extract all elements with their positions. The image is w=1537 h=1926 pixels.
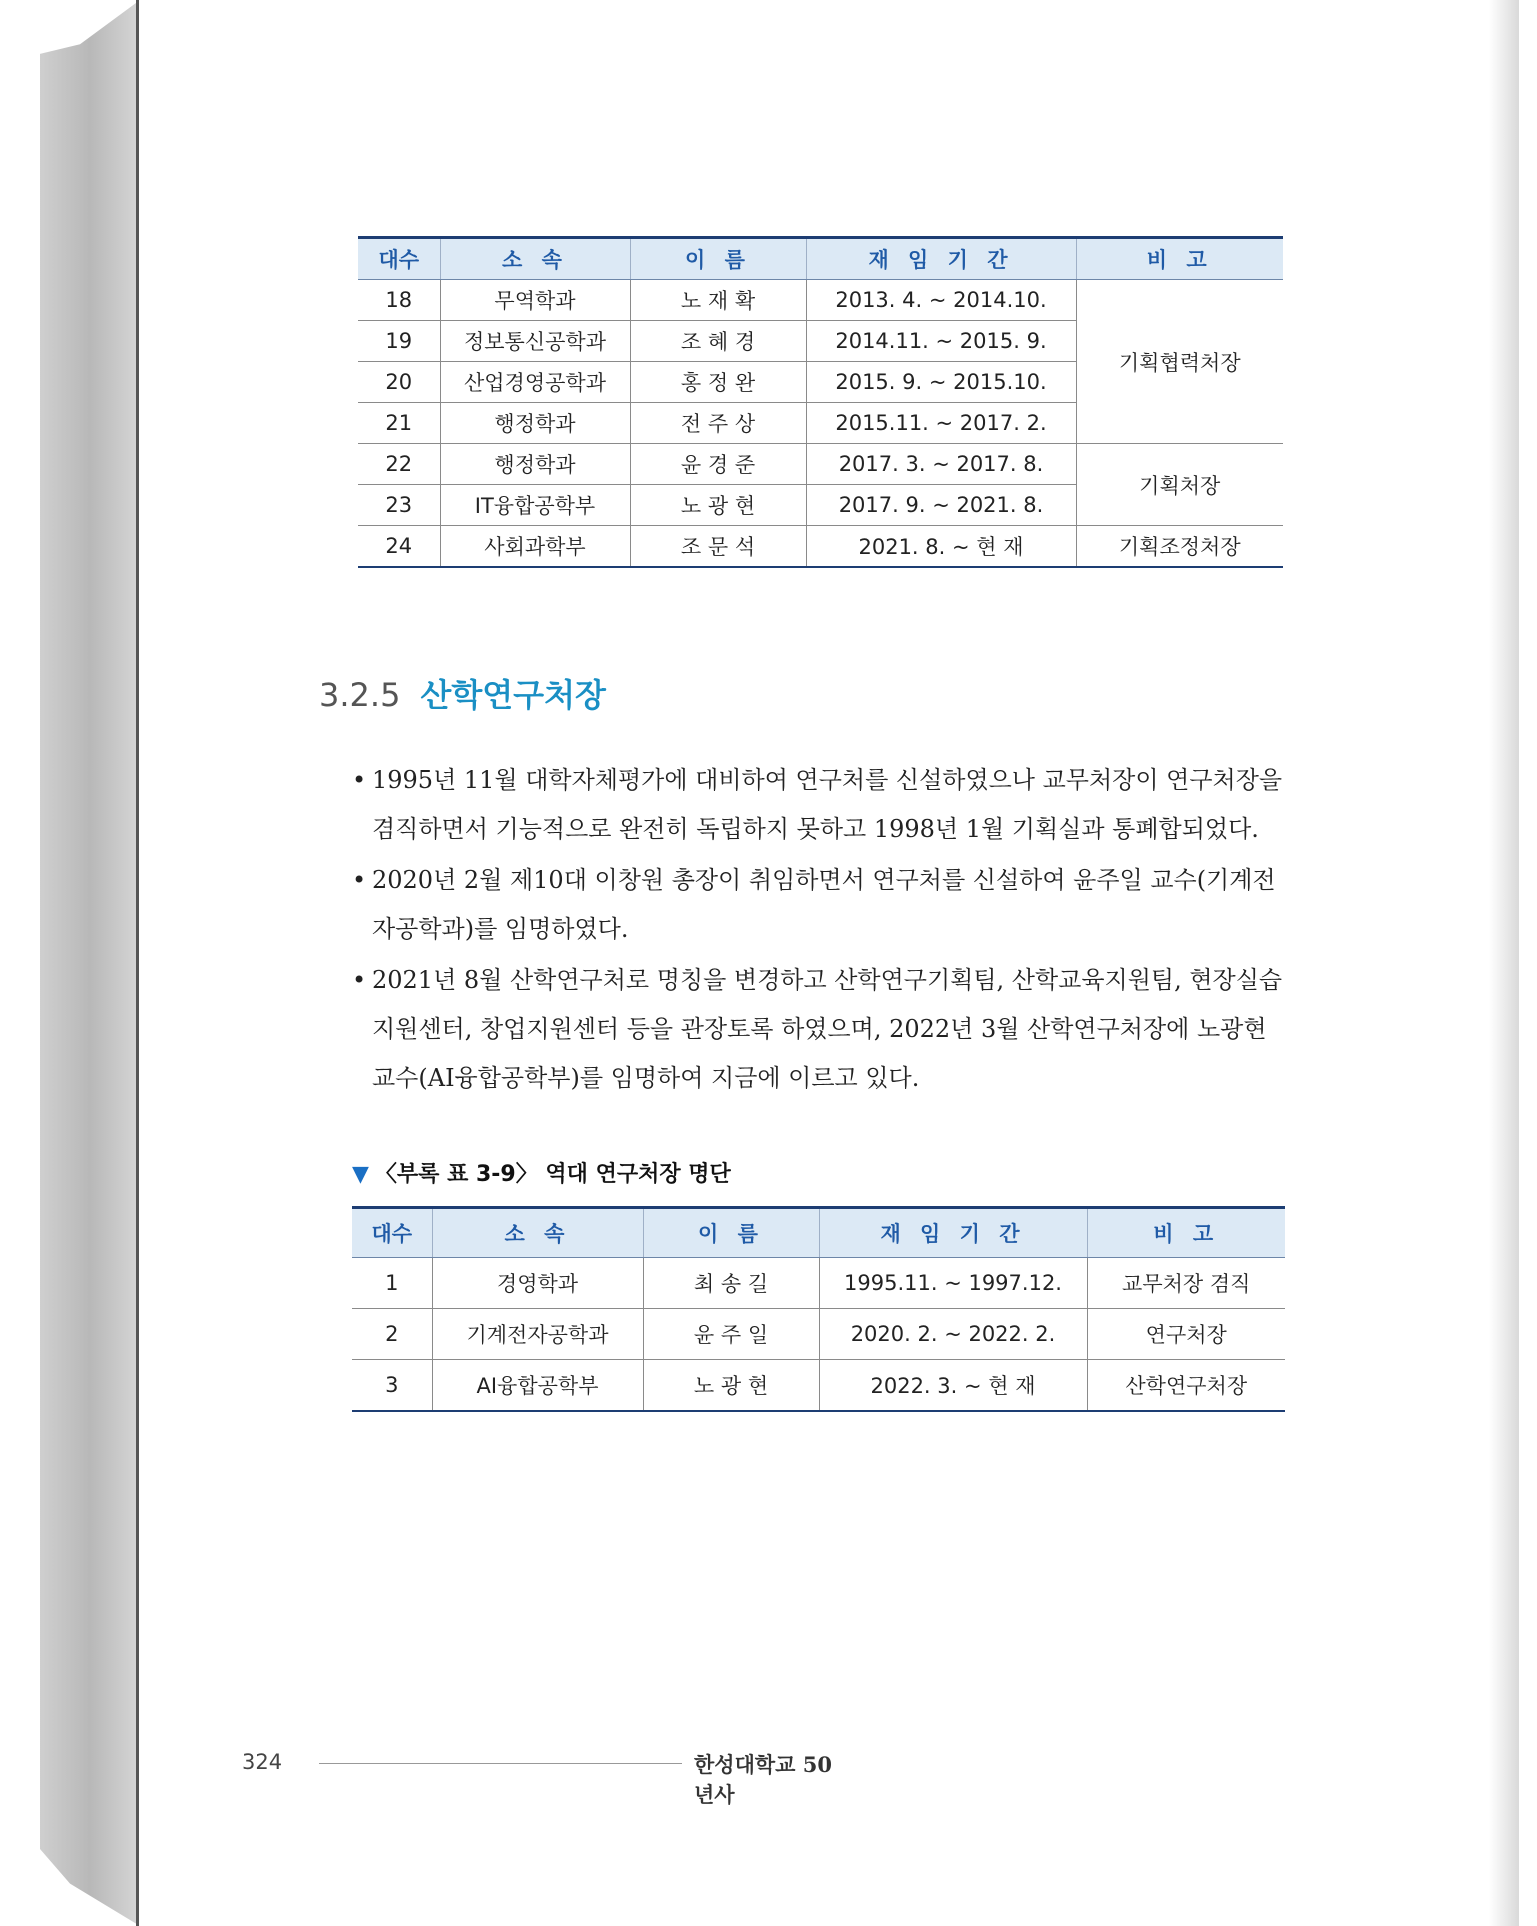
cell-generation: 1 [352,1258,432,1309]
book-spine [40,0,140,1926]
cell-department: 산업경영공학과 [440,362,630,403]
cell-term: 2020. 2. ~ 2022. 2. [819,1309,1087,1360]
research-heads-table [352,1206,1285,1412]
header-department: 소 속 [432,1208,643,1258]
cell-term: 2015. 9. ~ 2015.10. [806,362,1076,403]
cell-remarks: 기획협력처장 [1076,280,1283,444]
cell-term: 1995.11. ~ 1997.12. [819,1258,1087,1309]
list-item [352,756,1286,854]
header-name: 이 름 [643,1208,819,1258]
table-caption-text: 〈부록 표 3-9〉 역대 연구처장 명단 [374,1162,731,1187]
cell-generation: 19 [358,321,440,362]
section-title: 산학연구처장 [420,676,606,714]
bullet-text: 1995년 11월 대학자체평가에 대비하여 연구처를 신설하였으나 교무처장이 연구처장을 겸직하면서 기능적으로 완전히 독립하지 못하고 1998년 1월 기획실과 통폐합되었다. [372,766,1283,843]
table-row [352,1258,1285,1309]
list-item [352,956,1286,1103]
cell-department: 경영학과 [432,1258,643,1309]
cell-name: 노 광 현 [630,485,806,526]
header-term: 재 임 기 간 [819,1208,1087,1258]
cell-name: 전 주 상 [630,403,806,444]
page-shadow [1489,0,1519,1926]
cell-remarks: 연구처장 [1087,1309,1285,1360]
cell-remarks: 교무처장 겸직 [1087,1258,1285,1309]
bullet-list [352,756,1286,1105]
book-title: 한성대학교 50년사 [694,1752,832,1807]
cell-term: 2017. 9. ~ 2021. 8. [806,485,1076,526]
cell-generation: 21 [358,403,440,444]
cell-name: 조 혜 경 [630,321,806,362]
cell-name: 노 광 현 [643,1360,819,1412]
cell-term: 2017. 3. ~ 2017. 8. [806,444,1076,485]
cell-term: 2015.11. ~ 2017. 2. [806,403,1076,444]
bullet-text: 2021년 8월 산학연구처로 명칭을 변경하고 산학연구기획팀, 산학교육지원팀, 현장실습지원센터, 창업지원센터 등을 관장토록 하였으며, 2022년 3월 산학연구처장에 노광현 교수(AI융합공학부)를 임명하여 지금에 이르고 있다. [372,966,1283,1092]
bullet-icon: • [352,966,367,994]
table-row [358,280,1283,321]
cell-remarks: 기획처장 [1076,444,1283,526]
cell-department: 행정학과 [440,403,630,444]
section-number: 3.2.5 [319,676,401,714]
cell-department: 사회과학부 [440,526,630,568]
table-row [358,444,1283,485]
cell-name: 조 문 석 [630,526,806,568]
planning-heads-table [358,236,1283,568]
triangle-down-icon: ▼ [352,1162,369,1187]
footer-divider [319,1763,682,1764]
cell-term: 2013. 4. ~ 2014.10. [806,280,1076,321]
cell-generation: 3 [352,1360,432,1412]
cell-generation: 22 [358,444,440,485]
bullet-icon: • [352,766,367,794]
cell-term: 2022. 3. ~ 현 재 [819,1360,1087,1412]
cell-generation: 2 [352,1309,432,1360]
table-row [352,1309,1285,1360]
list-item [352,856,1286,954]
table-caption [352,1157,731,1188]
header-remarks: 비 고 [1087,1208,1285,1258]
table-header-row [352,1208,1285,1258]
cell-department: 기계전자공학과 [432,1309,643,1360]
cell-name: 노 재 확 [630,280,806,321]
header-name: 이 름 [630,238,806,280]
cell-term: 2014.11. ~ 2015. 9. [806,321,1076,362]
cell-department: IT융합공학부 [440,485,630,526]
bullet-text: 2020년 2월 제10대 이창원 총장이 취임하면서 연구처를 신설하여 윤주일 교수(기계전자공학과)를 임명하였다. [372,866,1276,943]
cell-term: 2021. 8. ~ 현 재 [806,526,1076,568]
table-row [352,1360,1285,1412]
cell-name: 윤 주 일 [643,1309,819,1360]
cell-generation: 18 [358,280,440,321]
header-department: 소 속 [440,238,630,280]
cell-name: 홍 정 완 [630,362,806,403]
cell-department: 행정학과 [440,444,630,485]
cell-name: 최 송 길 [643,1258,819,1309]
cell-department: 정보통신공학과 [440,321,630,362]
header-remarks: 비 고 [1076,238,1283,280]
page-footer [242,1750,842,1807]
header-term: 재 임 기 간 [806,238,1076,280]
header-generation: 대수 [352,1208,432,1258]
cell-generation: 24 [358,526,440,568]
cell-generation: 23 [358,485,440,526]
header-generation: 대수 [358,238,440,280]
cell-name: 윤 경 준 [630,444,806,485]
section-heading [319,670,606,716]
cell-remarks: 산학연구처장 [1087,1360,1285,1412]
table-row [358,526,1283,568]
cell-department: AI융합공학부 [432,1360,643,1412]
bullet-icon: • [352,866,367,894]
table-header-row [358,238,1283,280]
page-number: 324 [242,1750,283,1774]
cell-generation: 20 [358,362,440,403]
cell-remarks: 기획조정처장 [1076,526,1283,568]
cell-department: 무역학과 [440,280,630,321]
